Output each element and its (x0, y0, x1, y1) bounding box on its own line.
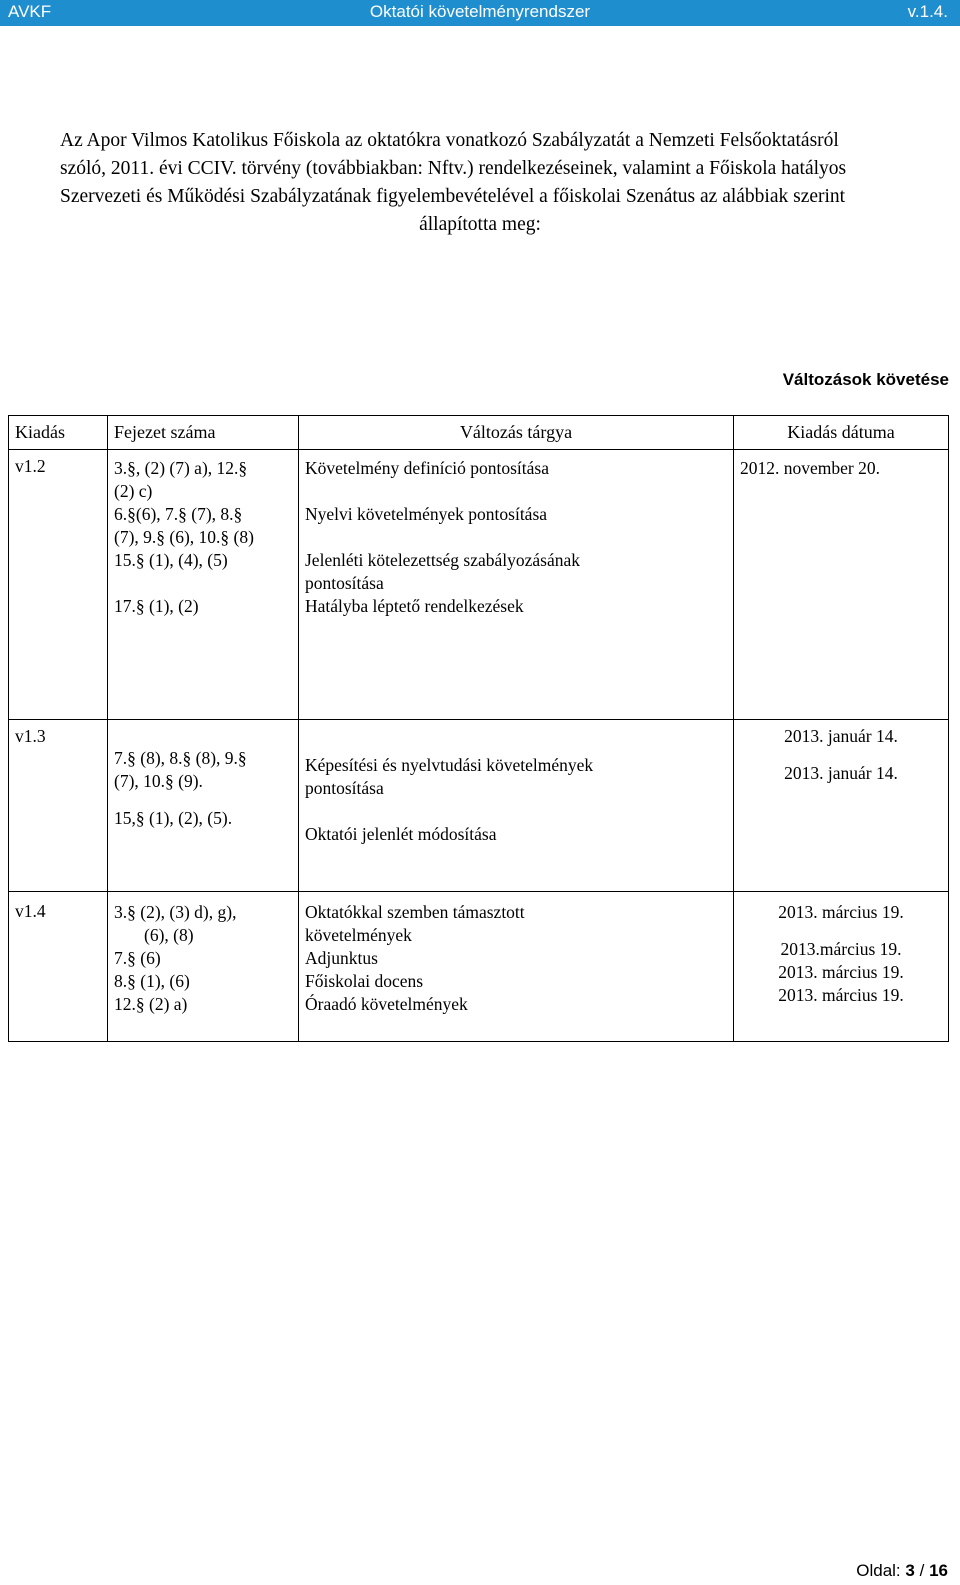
subject-text: Óraadó követelmények (305, 994, 468, 1014)
subject-text: pontosítása (305, 573, 384, 593)
page-header (0, 0, 960, 26)
subject-cell (299, 450, 734, 720)
chapter-cell (108, 892, 299, 1042)
header-left-label: AVKF (8, 2, 52, 21)
chapter-ref: (6), (8) (144, 925, 194, 945)
chapter-cell (108, 450, 299, 720)
intro-line: szóló, 2011. évi CCIV. törvény (továbbiakban: Nftv.) rendelkezéseinek, valamint a Főiskola hatályos (60, 158, 847, 179)
chapter-ref: 8.§ (1), (6) (114, 971, 190, 991)
change-tracking-title: Változások követése (782, 370, 949, 389)
subject-text: Hatályba léptető rendelkezések (305, 596, 524, 616)
chapter-cell (108, 720, 299, 892)
subject-text: Adjunktus (305, 948, 378, 968)
date-cell (734, 450, 949, 720)
chapter-ref: 12.§ (2) a) (114, 994, 188, 1014)
intro-line: Szervezeti és Működési Szabályzatának figyelembevételével a főiskolai Szenátus az alábbiak szerint (60, 186, 846, 207)
table-row (9, 720, 949, 892)
release-date: 2013.március 19. (780, 939, 902, 959)
chapter-ref: 7.§ (6) (114, 948, 161, 968)
table-row (9, 450, 949, 720)
subject-text: Nyelvi követelmények pontosítása (305, 504, 548, 524)
subject-text: Képesítési és nyelvtudási követelmények (305, 755, 594, 775)
chapter-ref: (7), 9.§ (6), 10.§ (8) (114, 527, 254, 547)
total-pages: 16 (929, 1561, 948, 1580)
header-title: Oktatói követelményrendszer (369, 2, 591, 21)
chapter-ref: 3.§, (2) (7) a), 12.§ (114, 458, 248, 478)
column-header-subject: Változás tárgya (299, 416, 734, 450)
subject-text: Oktatói jelenlét módosítása (305, 824, 497, 844)
release-date: 2013. március 19. (778, 962, 904, 982)
page-label: Oldal: (856, 1561, 901, 1580)
intro-line: állapította meg: (419, 214, 541, 235)
chapter-ref: 15.§ (1), (4), (5) (114, 550, 228, 570)
subject-text: Főiskolai docens (305, 971, 424, 991)
chapter-ref: (2) c) (114, 481, 153, 501)
column-header-chapter: Fejezet száma (108, 416, 299, 450)
table-header-row (9, 416, 949, 450)
column-header-date: Kiadás dátuma (734, 416, 949, 450)
change-history-table (8, 415, 949, 1042)
page-number (856, 1561, 948, 1581)
subject-text: Jelenléti kötelezettség szabályozásának (305, 550, 581, 570)
release-date: 2013. január 14. (784, 726, 898, 746)
intro-line: Az Apor Vilmos Katolikus Főiskola az oktatókra vonatkozó Szabályzatát a Nemzeti Felsőoktatásról (60, 130, 839, 151)
current-page: 3 (905, 1561, 915, 1580)
chapter-ref: 7.§ (8), 8.§ (8), 9.§ (114, 748, 247, 768)
table-row (9, 892, 949, 1042)
chapter-ref: (7), 10.§ (9). (114, 771, 203, 791)
chapter-ref: 17.§ (1), (2) (114, 596, 199, 616)
version-label: v1.3 (15, 726, 46, 746)
release-date: 2012. november 20. (740, 458, 880, 478)
subject-cell (299, 892, 734, 1042)
version-cell (9, 450, 108, 720)
subject-text: Követelmény definíció pontosítása (305, 458, 549, 478)
intro-paragraph (60, 127, 900, 239)
subject-text: követelmények (305, 925, 412, 945)
chapter-ref: 3.§ (2), (3) d), g), (114, 902, 237, 922)
subject-cell (299, 720, 734, 892)
chapter-ref: 15,§ (1), (2), (5). (114, 808, 233, 828)
column-header-version: Kiadás (9, 416, 108, 450)
header-version: v.1.4. (907, 2, 948, 21)
version-cell (9, 720, 108, 892)
page-separator: / (919, 1561, 925, 1580)
release-date: 2013. március 19. (778, 985, 904, 1005)
release-date: 2013. március 19. (778, 902, 904, 922)
subject-text: Oktatókkal szemben támasztott (305, 902, 525, 922)
subject-text: pontosítása (305, 778, 384, 798)
version-label: v1.2 (15, 456, 46, 476)
version-cell (9, 892, 108, 1042)
version-label: v1.4 (15, 901, 46, 921)
date-cell (734, 892, 949, 1042)
date-cell (734, 720, 949, 892)
release-date: 2013. január 14. (784, 763, 898, 783)
chapter-ref: 6.§(6), 7.§ (7), 8.§ (114, 504, 243, 524)
